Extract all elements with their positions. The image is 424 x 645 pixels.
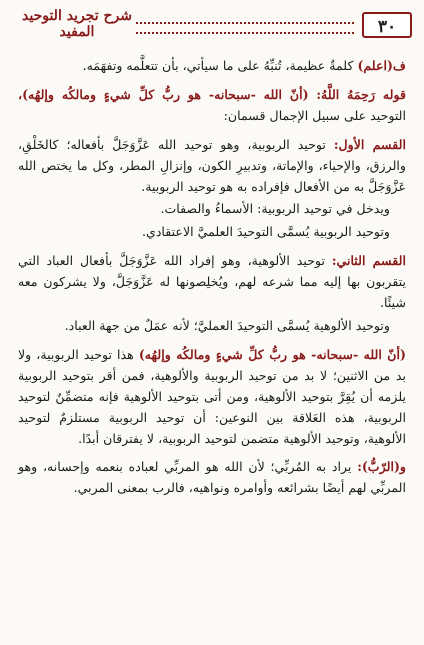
- paragraph-text: يراد به المُربِّي؛ لأن الله هو المربِّي لعباده بنعمه وإحسانه، وهو المربِّي لهم أيضًا بشرائعه وأوامره ونواهيه، فالرب بمعنى المربي.: [18, 459, 406, 496]
- paragraph-lead: (أنّ الله -سبحانه- هو ربُّ كلِّ شيءٍ ومالكُه وإلهُه): [138, 346, 406, 362]
- paragraph: [18, 56, 406, 77]
- paragraph-lead: ف(اعلم): [357, 58, 406, 73]
- paragraph-lead: القسم الثاني:: [331, 253, 406, 269]
- paragraph-text: توحيد الألوهية، وهو إفراد الله عَزَّوَجَلَّ بأفعال العباد التي يتقربون بها إليه مما شرعه لهم، ويُخلِصونها له عَزَّوَجَلَّ، ولا يشركون معه شيئًا.: [18, 253, 406, 311]
- paragraph-text: وتوحيد الألوهية يُسمَّى التوحيدَ العمليَّ؛ لأنه عمَلٌ من جهة العباد.: [64, 317, 390, 333]
- paragraph: [18, 222, 406, 243]
- page-header: [16, 2, 412, 48]
- paragraph-text: كلمةٌ عظيمة، تُنبِّهُ على ما سيأتي، بأن تتعلَّمه وتفهَمَه.: [82, 58, 358, 73]
- paragraph-lead: القسم الأول:: [333, 136, 406, 152]
- paragraph: [18, 345, 406, 450]
- paragraph-text: ويدخل في توحيد الربوبية: الأسماءُ والصفات.: [160, 201, 390, 217]
- paragraph-text: التوحيد على سبيل الإجمال قسمان:: [223, 107, 406, 123]
- paragraph: [18, 251, 406, 314]
- running-title: شرح تجريد التوحيد المفيد: [22, 8, 132, 40]
- paragraph: [18, 457, 406, 499]
- paragraph-lead: و(الرّبُّ):: [357, 459, 406, 475]
- header-ornament: [136, 22, 354, 34]
- paragraph: [18, 135, 406, 198]
- paragraph-text: توحيد الربوبية، وهو توحيد الله عَزَّوَجَلَّ بأفعاله؛ كالخَلْقِ، والرزق، والإحياء، والإماتة، وتدبيرِ الكون، وإنزالِ المطر، وكل ما يختص الله عَزَّوَجَلَّ به من الأفعال فإفراده به هو توحيد الربوبية.: [18, 136, 406, 194]
- paragraph: [18, 316, 406, 337]
- paragraph-text: هذا توحيد الربوبية، ولا بد من الاثنين؛ لا بد من توحيد الربوبية والألوهية، فمن أقر بتوحيد الربوبية يلزمه أن يُقِرَّ بتوحيد الألوهية، ومن أتى بتوحيد الألوهية فإنه متضمِّنٌ لتوحيد الربوبية، هذه العَلاقة بين النوعين: أن توحيد الربوبية مستلزمٌ لتوحيد الألوهية، وتوحيد الألوهية متضمن لتوحيد الربوبية، لا يفترقان أبدًا.: [18, 346, 406, 446]
- page-body: [18, 56, 406, 501]
- paragraph: [18, 85, 406, 127]
- paragraph-lead: قوله رَحِمَهُ اللَّهُ: (أنّ الله -سبحانه- هو ربُّ كلِّ شيءٍ ومالكُه وإلهُه)،: [18, 86, 406, 102]
- paragraph: [18, 199, 406, 220]
- paragraph-text: وتوحيد الربوبية يُسمَّى التوحيدَ العلميَّ الاعتقادي.: [141, 224, 390, 240]
- page-number: ٣٠: [362, 12, 412, 38]
